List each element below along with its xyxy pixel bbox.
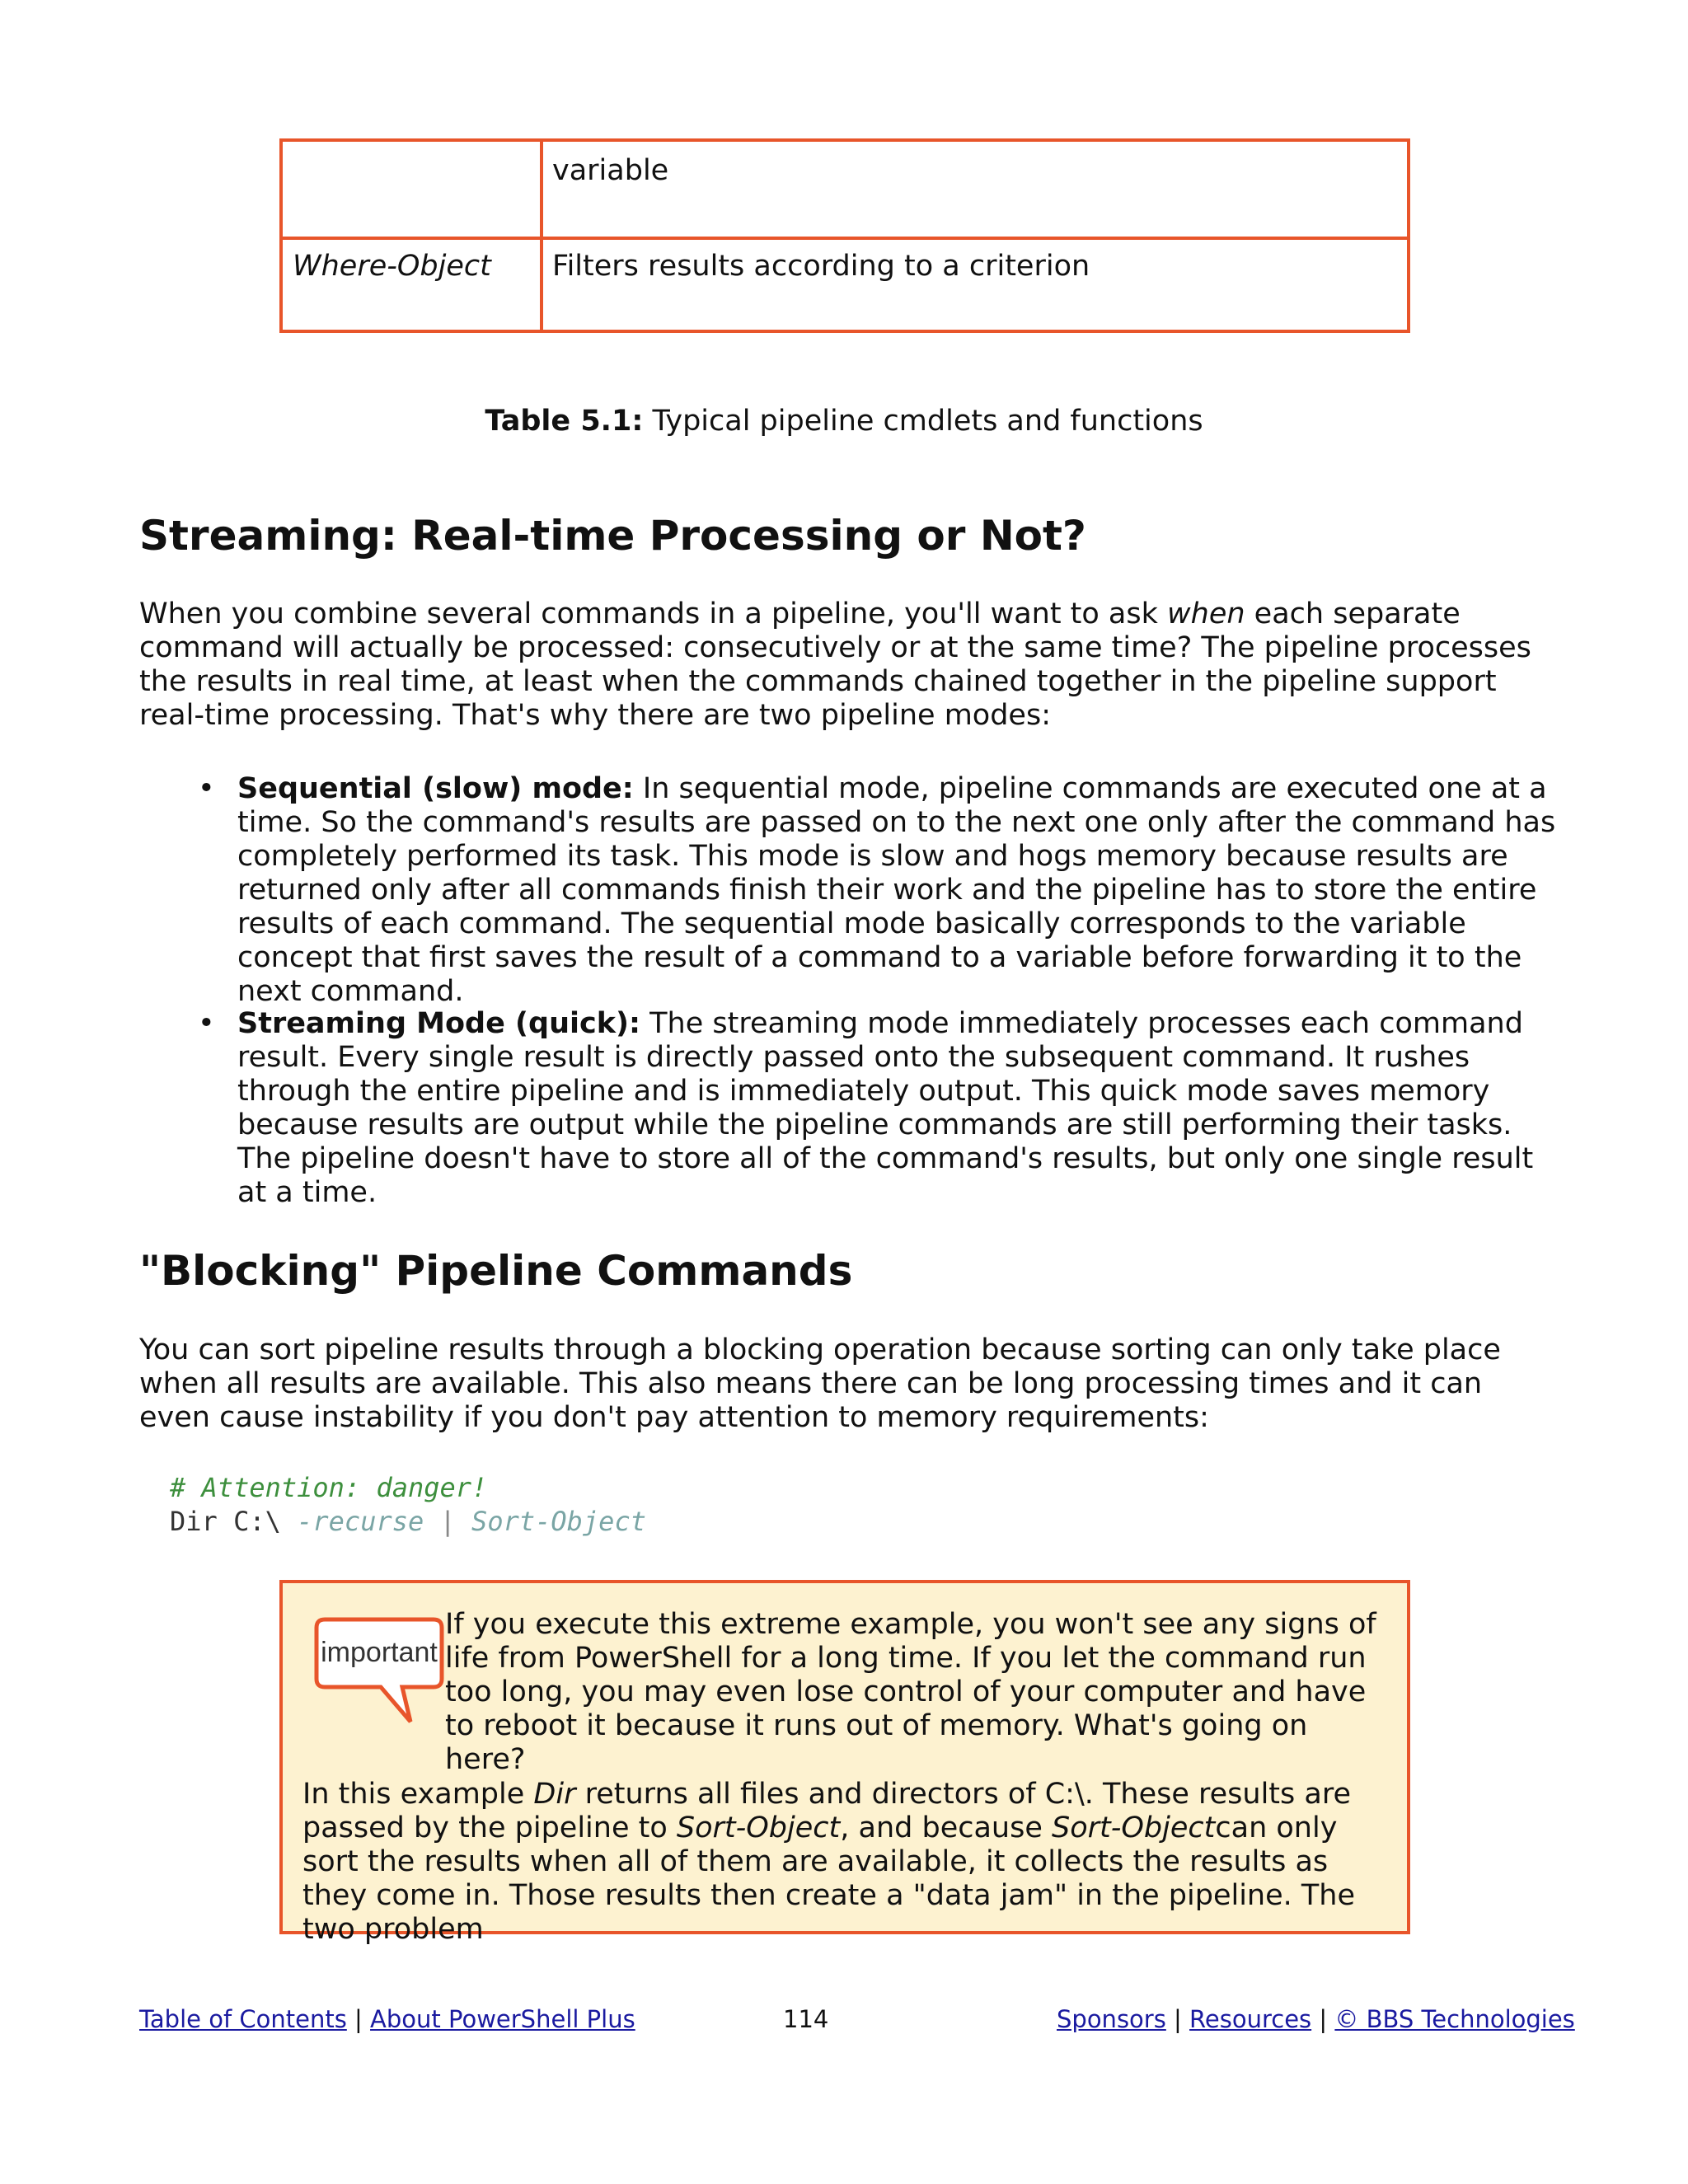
page-number: 114 <box>783 2005 829 2033</box>
resources-link[interactable]: Resources <box>1189 2005 1312 2033</box>
bullet-dot: • <box>198 1007 215 1040</box>
note-text: In this example <box>302 1778 534 1811</box>
footer-separator: | <box>1165 2005 1190 2033</box>
toc-link[interactable]: Table of Contents <box>139 2005 347 2033</box>
bullet-title: Streaming Mode (quick): <box>237 1007 641 1040</box>
note-text: returns all files and directors of C:\. These results are passed by the pipeline to <box>302 1778 1351 1844</box>
bullet-dot: • <box>198 772 215 805</box>
code-line <box>170 1505 646 1539</box>
table-divider <box>283 237 1407 240</box>
bullet-item <box>237 772 1564 1009</box>
about-link[interactable]: About PowerShell Plus <box>370 2005 635 2033</box>
code-cmdlet: Sort-Object <box>471 1506 646 1537</box>
note-emphasis: Sort-Object <box>676 1811 841 1844</box>
code-comment <box>170 1471 487 1505</box>
table-cell-desc: variable <box>552 154 669 187</box>
footer-right <box>1057 2004 1575 2034</box>
note-text: , and because <box>840 1811 1052 1844</box>
table-caption <box>0 404 1688 438</box>
table-divider <box>540 142 543 330</box>
note-paragraph: If you execute this extreme example, you won't see any signs of life from PowerShell for a long time. If you let the command run too long, you may even lose control of your computer and have to reboot it because it runs out of memory. What's going on here? <box>445 1608 1376 1776</box>
note-text: can only sort the results when all of them are available, it collects the results as they come in. Those results then create a "data jam" in the pipeline. The two problem <box>302 1811 1355 1946</box>
important-note <box>279 1580 1410 1946</box>
footer-separator: | <box>1311 2005 1335 2033</box>
bullet-body: The streaming mode immediately processes each command result. Every single result is directly passed onto the subsequent command. It rushes through the entire pipeline and is immediately output. This quick mode saves memory because results are output while the pipeline commands are still performing their tasks. The pipeline doesn't have to store all of the command's results, but only one single result at a time. <box>237 1007 1534 1209</box>
section-heading: "Blocking" Pipeline Commands <box>139 1247 853 1295</box>
code-comment-text: # Attention: danger! <box>170 1472 488 1503</box>
note-emphasis: Dir <box>533 1778 576 1811</box>
note-emphasis: Sort-Object <box>1052 1811 1216 1844</box>
caption-text: Typical pipeline cmdlets and functions <box>643 405 1203 438</box>
table-cell-cmd: Where-Object <box>293 250 491 283</box>
bullet-title: Sequential (slow) mode: <box>237 772 634 805</box>
bullet-item <box>237 1007 1564 1210</box>
intro-text: each separate command will actually be processed: consecutively or at the same time? The pipeline processes the results in real time, at least when the commands chained together in the pipeline support real-time processing. That's why there are two pipeline modes: <box>139 598 1531 732</box>
important-icon <box>313 1616 445 1727</box>
code-command: Dir C:\ <box>170 1506 298 1537</box>
code-parameter: -recurse <box>297 1506 424 1537</box>
footer-left <box>139 2004 635 2034</box>
section-heading: Streaming: Real-time Processing or Not? <box>139 512 1086 560</box>
note-paragraph <box>302 1778 1390 1947</box>
intro-text: When you combine several commands in a pipeline, you'll want to ask <box>139 598 1168 630</box>
section-intro: You can sort pipeline results through a blocking operation because sorting can only take place when all results are available. This also means there can be long processing times and it can even cause instability if you don't pay attention to memory requirements: <box>139 1333 1501 1434</box>
code-pipe: | <box>424 1506 472 1537</box>
bullet-body: In sequential mode, pipeline commands are executed one at a time. So the command's results are passed on to the next one only after the command has completely performed its task. This mode is slow and hogs memory because results are returned only after all commands finish their work and the pipeline has to store the entire results of each command. The sequential mode basically corresponds to the variable concept that first saves the result of a command to a variable before forwarding it to the next command. <box>237 772 1556 1008</box>
intro-emphasis: when <box>1167 598 1245 630</box>
section-intro <box>139 598 1557 733</box>
sponsors-link[interactable]: Sponsors <box>1057 2005 1166 2033</box>
copyright-link[interactable]: © BBS Technologies <box>1334 2005 1575 2033</box>
table-cell-desc: Filters results according to a criterion <box>552 250 1090 283</box>
important-icon-label: important <box>321 1637 438 1668</box>
cmdlet-table <box>279 138 1410 333</box>
caption-label: Table 5.1: <box>485 405 644 438</box>
footer-separator: | <box>346 2005 371 2033</box>
